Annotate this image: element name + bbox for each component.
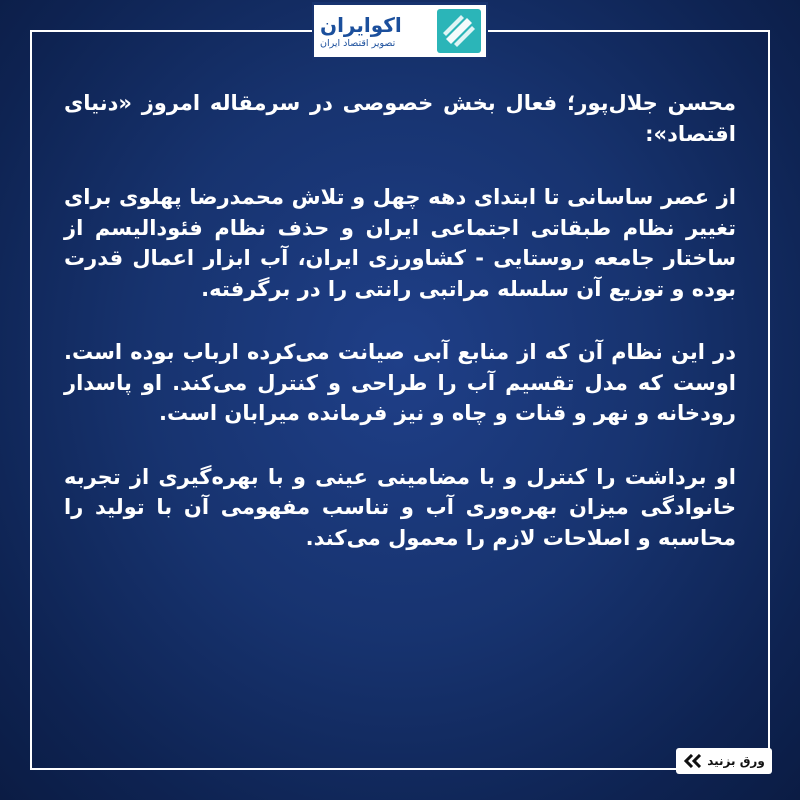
swipe-next-button[interactable] xyxy=(676,748,772,774)
brand-logo-box xyxy=(314,5,486,57)
double-chevron-left-icon xyxy=(683,754,703,768)
brand-name: اکوایران xyxy=(320,12,402,37)
article-paragraph: از عصر ساسانی تا ابتدای دهه چهل و تلاش محمدرضا پهلوی برای تغییر نظام طبقاتی اجتماعی ایران و حذف نظام فئودالیسم از ساختار جامعه روستایی - کشاورزی ایران، آب ابزار اعمال قدرت بوده و توزیع آن سلسله مراتبی رانتی را در برگرفته. xyxy=(64,185,736,301)
article-body xyxy=(64,88,736,586)
article-paragraph: در این نظام آن که از منابع آبی صیانت می‌کرده ارباب بوده است. اوست که مدل تقسیم آب را طراحی و کنترل می‌کند. او پاسدار رودخانه و نهر و قنات و چاه و نیز فرمانده میرابان است. xyxy=(64,340,736,425)
swipe-next-label: ورق بزنید xyxy=(707,754,765,768)
brand-text xyxy=(320,13,431,50)
ecoiran-stripes-logo-icon xyxy=(437,9,481,53)
brand-tagline: تصویر اقتصاد ایران xyxy=(320,37,396,49)
article-intro: محسن جلال‌پور؛ فعال بخش خصوصی در سرمقاله امروز «دنیای اقتصاد»: xyxy=(64,91,736,146)
article-paragraph: او برداشت را کنترل و با مضامینی عینی و با بهره‌گیری از تجربه خانوادگی میزان بهره‌وری آب و تناسب مفهومی آن با تولید را محاسبه و اصلاحات لازم را معمول می‌کند. xyxy=(64,464,736,550)
brand-logo xyxy=(312,2,488,60)
